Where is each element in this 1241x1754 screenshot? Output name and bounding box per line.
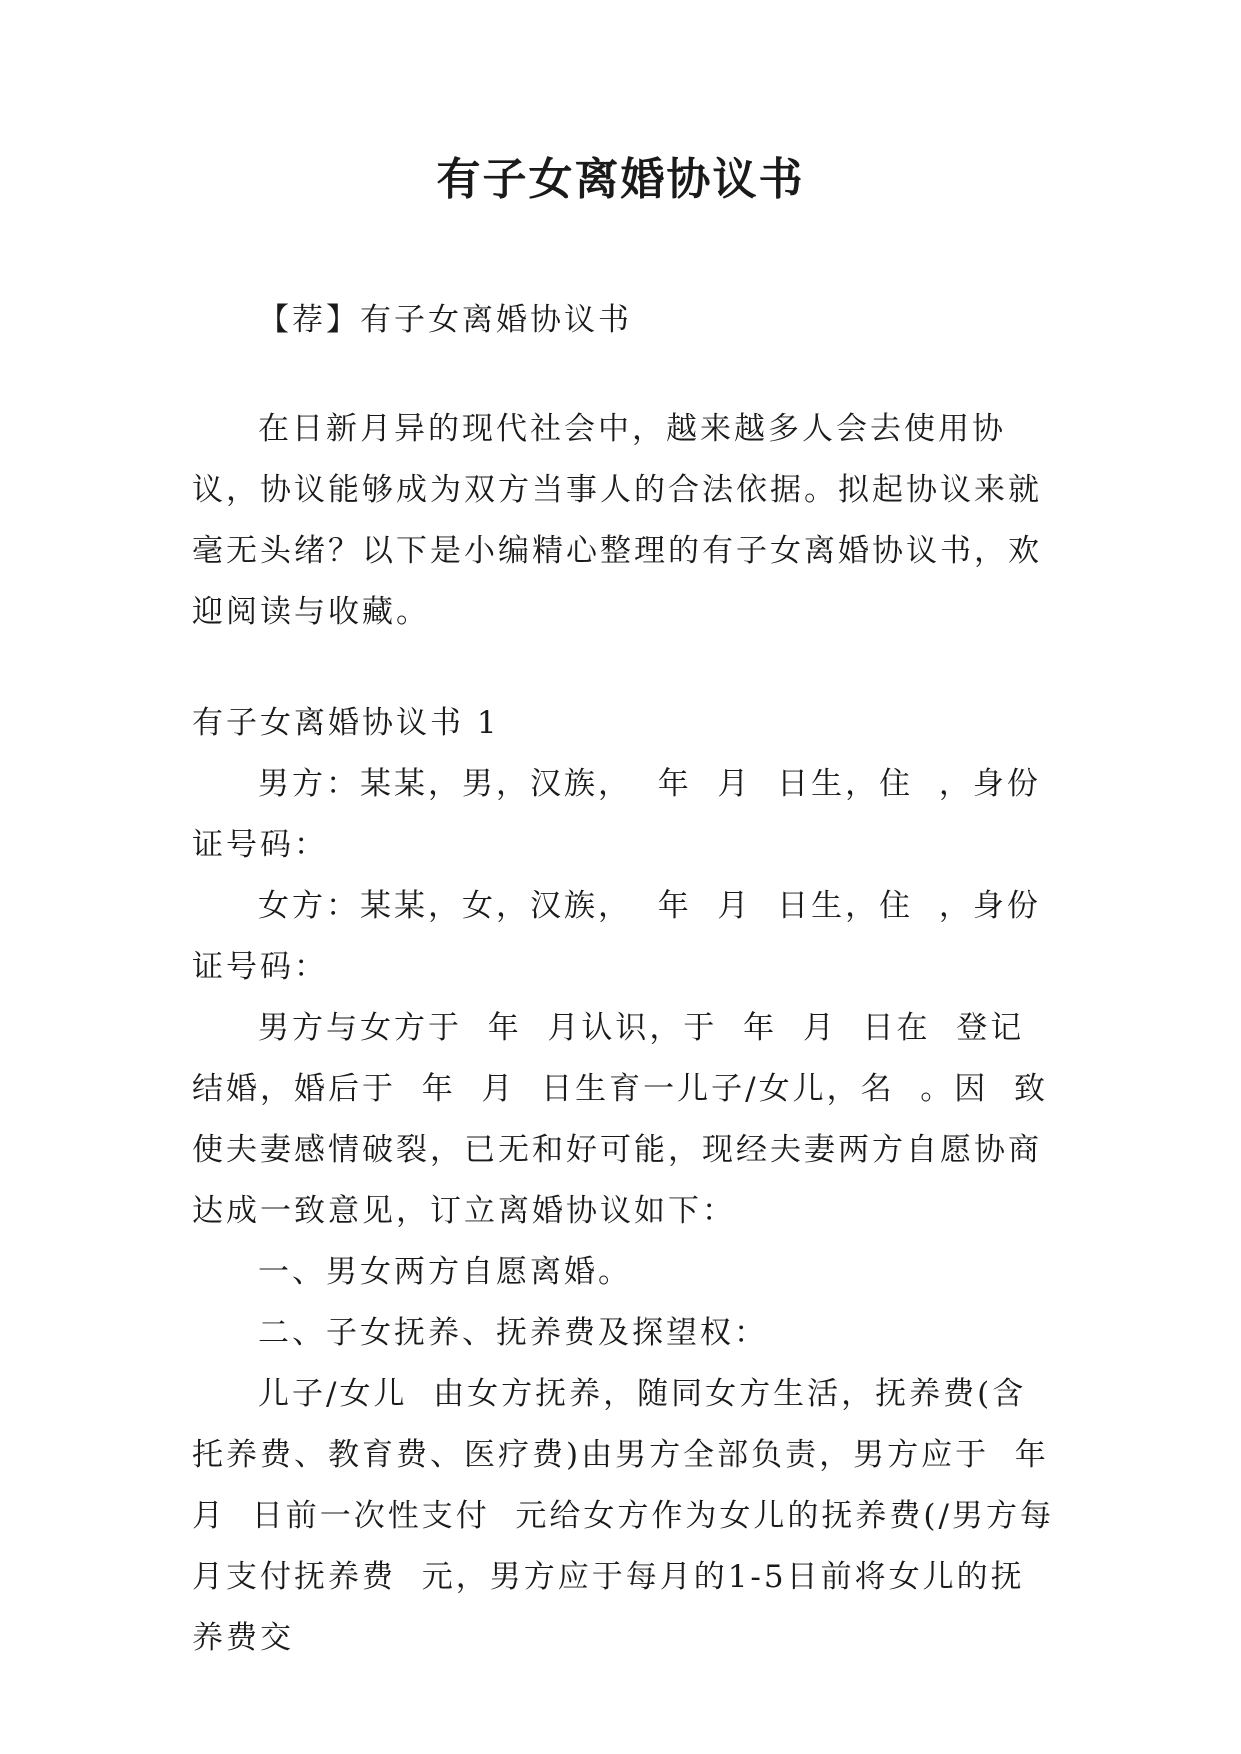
paragraph-male-party: 男方：某某，男，汉族， 年 月 日生，住 ，身份证号码： bbox=[192, 766, 1041, 863]
subtitle-line: 【荐】有子女离婚协议书 bbox=[258, 302, 632, 338]
paragraph-female-party: 女方：某某，女，汉族， 年 月 日生，住 ，身份证号码： bbox=[192, 888, 1041, 985]
clause-two-detail: 儿子/女儿 由女方抚养，随同女方生活，抚养费(含托养费、教育费、医疗费)由男方全部负责，男方应于 年 月 日前一次性支付 元给女方作为女儿的抚养费(/男方每月支付抚养费 元，男方应于每月的1-5日前将女儿的抚养费交 bbox=[192, 1376, 1075, 1656]
clause-two: 二、子女抚养、抚养费及探望权： bbox=[258, 1315, 768, 1351]
clause-one: 一、男女两方自愿离婚。 bbox=[258, 1254, 632, 1290]
paragraph-marriage-background: 男方与女方于 年 月认识，于 年 月 日在 登记结婚，婚后于 年 月 日生育一儿子/女儿，名 。因 致使夫妻感情破裂，已无和好可能，现经夫妻两方自愿协商达成一致意见，订立离婚协议如下： bbox=[192, 1010, 1048, 1229]
document-title: 有子女离婚协议书 bbox=[436, 154, 805, 205]
section-heading: 有子女离婚协议书 1 bbox=[192, 705, 500, 741]
document-body bbox=[192, 290, 1075, 1669]
intro-paragraph: 在日新月异的现代社会中，越来越多人会去使用协议，协议能够成为双方当事人的合法依据。拟起协议来就毫无头绪？以下是小编精心整理的有子女离婚协议书，欢迎阅读与收藏。 bbox=[192, 411, 1042, 630]
